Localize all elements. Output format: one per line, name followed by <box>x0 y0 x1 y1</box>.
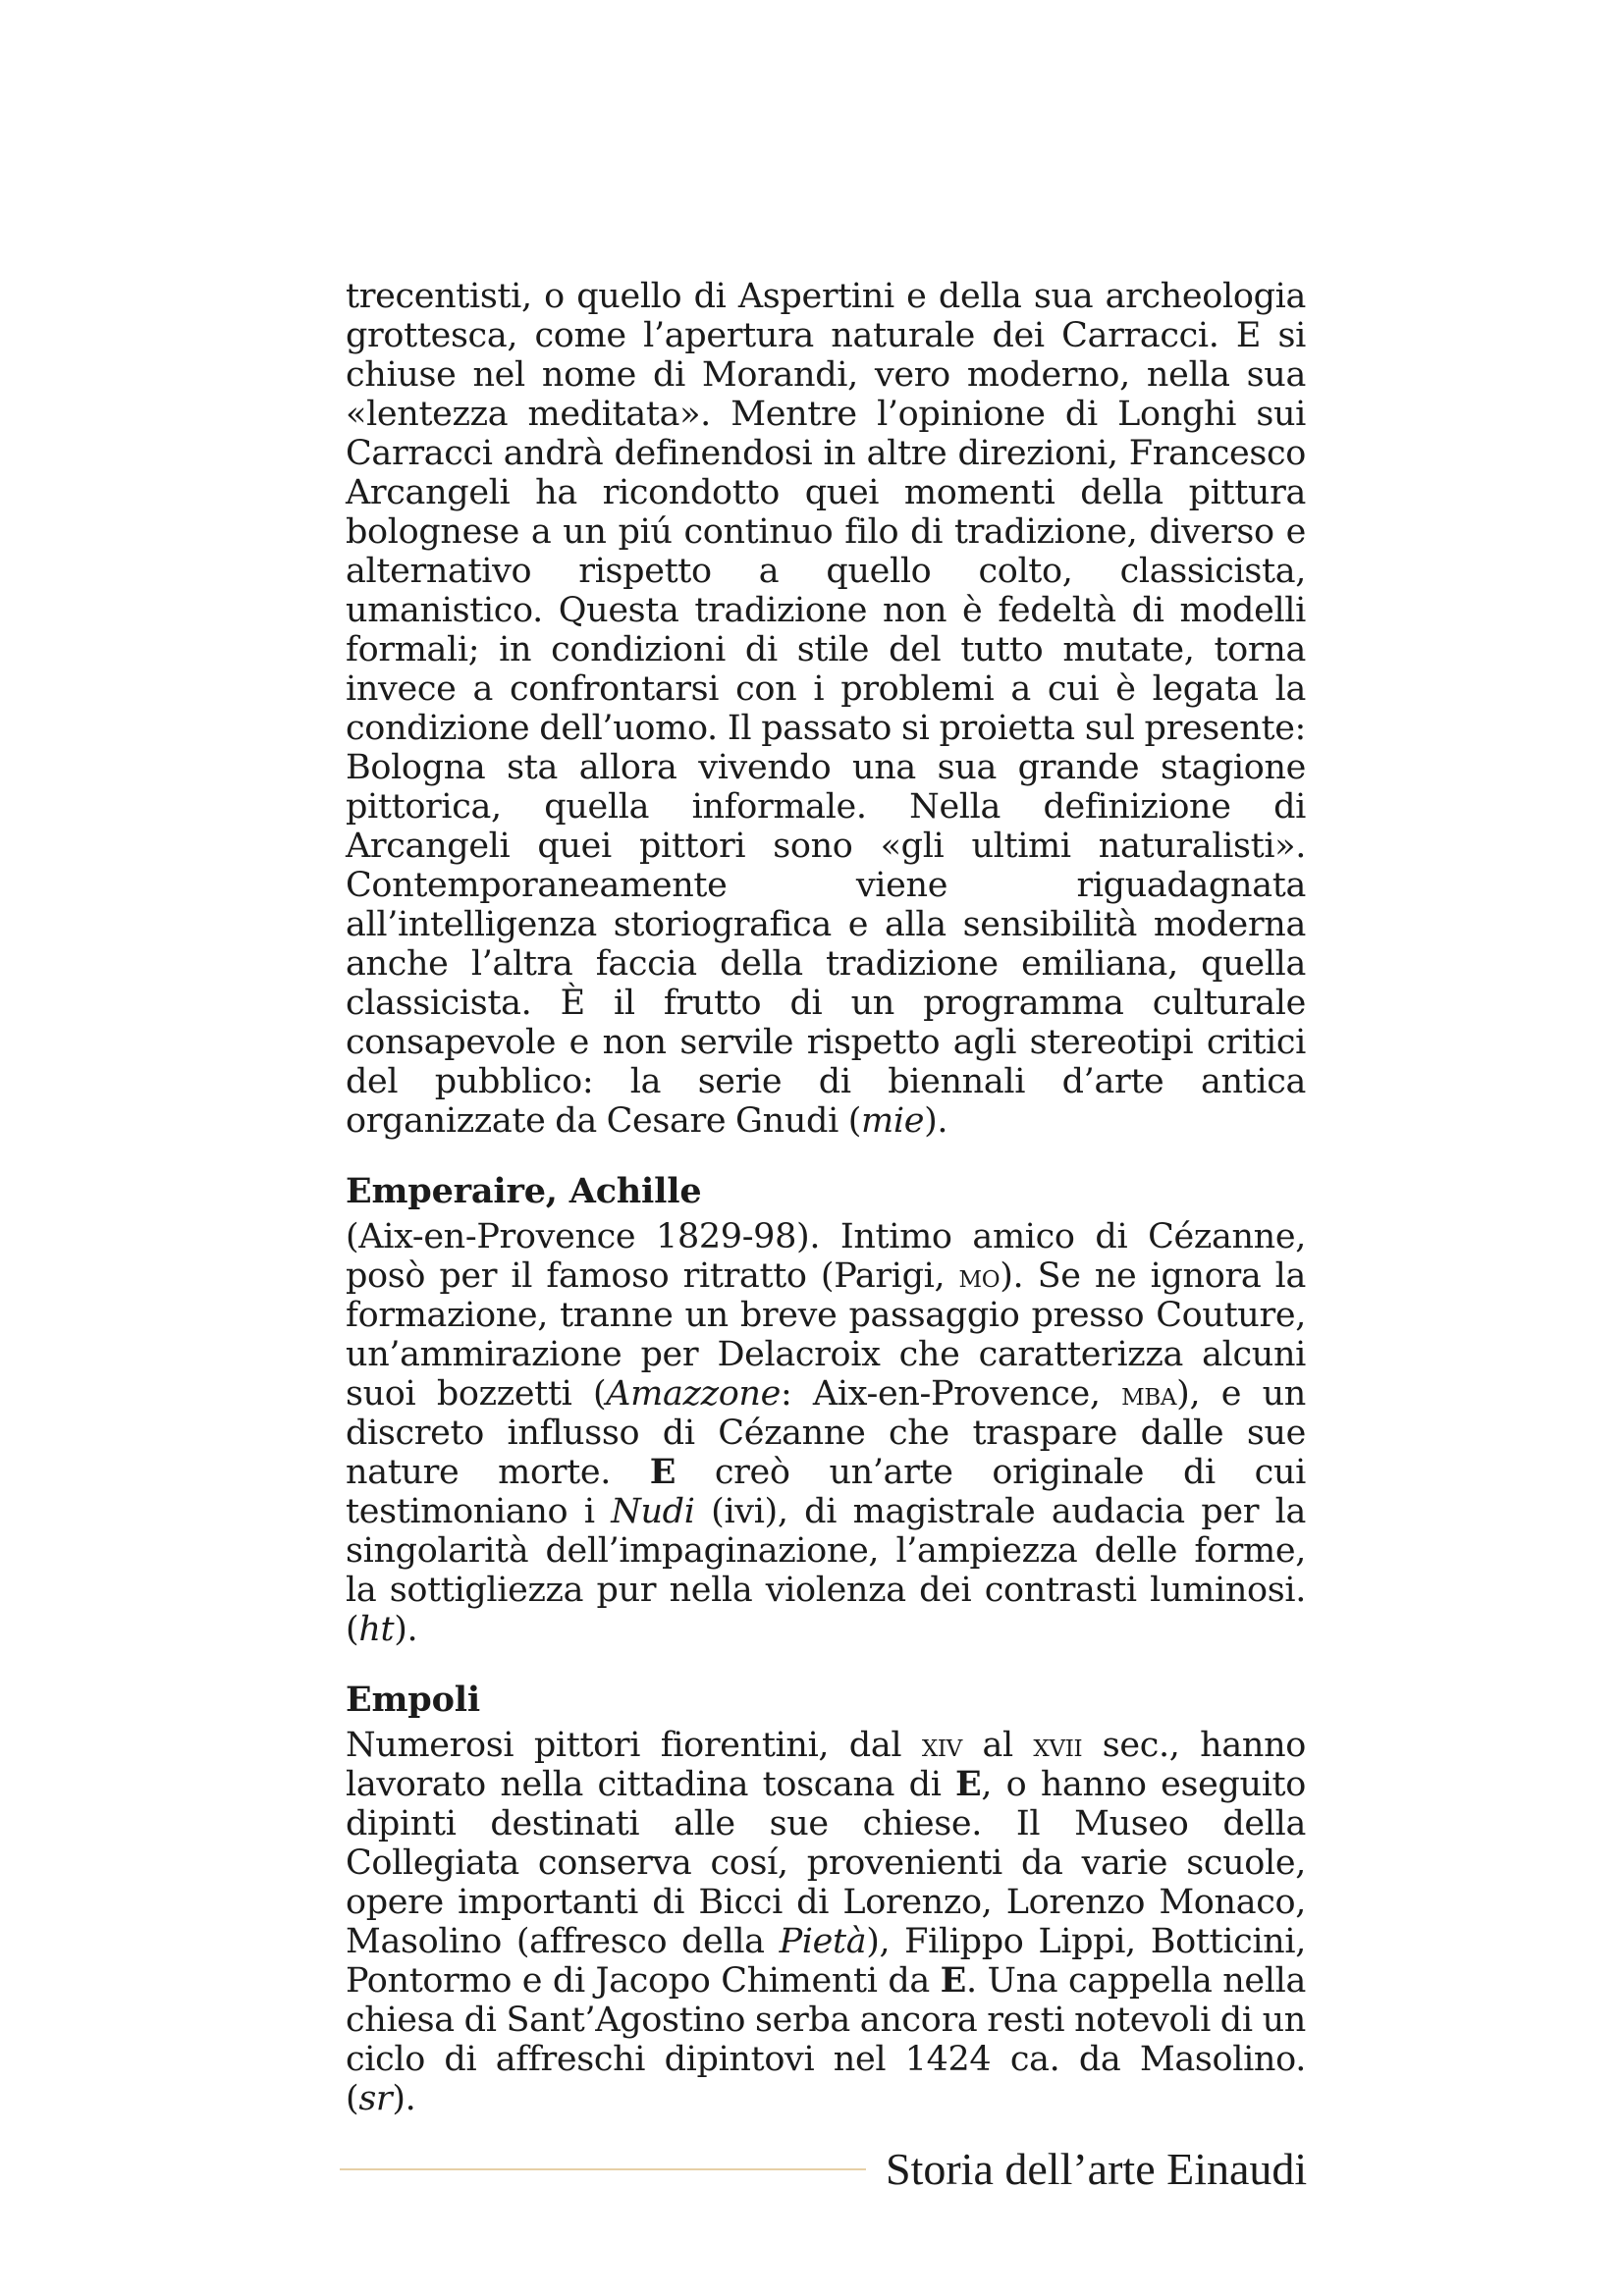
page-body <box>346 277 1306 2118</box>
author-initials: ht <box>358 1610 395 1649</box>
entry-text: (Aix-en-Provence 1829-98). Intimo amico di Cézanne, posò per il famoso ritratto (Parigi, <box>346 1217 1306 1296</box>
continuation-paragraph <box>346 277 1306 1141</box>
entry-text: ), Filippo Lippi, Botticini, Pontormo e di Jacopo Chimenti da <box>346 1922 1306 2001</box>
entry-text: al <box>961 1726 1034 1765</box>
headword-abbreviation: E <box>649 1452 676 1492</box>
footer-divider <box>340 2168 866 2170</box>
artwork-title: Pietà <box>779 1922 867 1961</box>
entry-text: Numerosi pittori fiorentini, dal <box>346 1726 922 1765</box>
continuation-text: trecentisti, o quello di Aspertini e della sua archeologia grottesca, come l’apertura naturale dei Carracci. E si chiuse nel nome di Morandi, vero moderno, nella sua «lentezza meditata». Mentre l’opinione di Longhi sui Carracci andrà definendosi in altre direzioni, Francesco Arcangeli ha ricondotto quei momenti della pittura bolognese a un piú continuo filo di tradizione, diverso e alternativo rispetto a quello colto, classicista, umanistico. Questa tradizione non è fedeltà di modelli formali; in condizioni di stile del tutto mutate, torna invece a confrontarsi con i problemi a cui è legata la condizione dell’uomo. Il passato si proietta sul presente: Bologna sta allora vivendo una sua grande stagione pittorica, quella informale. Nella definizione di Arcangeli quei pittori sono «gli ultimi naturalisti». Contemporaneamente viene riguadagnata all’intelligenza storiografica e alla sensibilità moderna anche l’altra faccia della tradizione emiliana, quella classicista. È il frutto di un programma culturale consapevole e non servile rispetto agli stereotipi critici del pubblico: la serie di biennali d’arte antica organizzate da Cesare Gnudi ( <box>346 277 1306 1141</box>
paragraph-end: ). <box>392 2079 416 2118</box>
footer-book-title: Storia dell’arte Einaudi <box>886 2144 1308 2194</box>
entry-title-empoli: Empoli <box>346 1680 480 1720</box>
museum-abbreviation: mo <box>958 1257 1001 1295</box>
entry-text: . Una cappella nella chiesa di Sant’Agostino serba ancora resti notevoli di un ciclo di affreschi dipintovi nel 1424 ca. da Masolino. ( <box>346 1961 1306 2118</box>
paragraph-end: ). <box>924 1101 948 1141</box>
entry-body-emperaire <box>346 1217 1306 1649</box>
artwork-title: Nudi <box>611 1492 695 1531</box>
artwork-title: Amazzone <box>606 1374 781 1414</box>
century-numeral: xiv <box>921 1727 962 1764</box>
entry-text: sec., hanno lavorato nella cittadina toscana di <box>346 1726 1306 1804</box>
author-initials: sr <box>358 2079 393 2118</box>
entry-text: (ivi), di magistrale audacia per la singolarità dell’impaginazione, l’ampiezza delle forme, la sottigliezza pur nella violenza dei contrasti luminosi. ( <box>346 1492 1306 1649</box>
entry-text: ). Se ne ignora la formazione, tranne un breve passaggio presso Couture, un’ammirazione per Delacroix che caratterizza alcuni suoi bozzetti ( <box>346 1256 1306 1414</box>
headword-abbreviation: E <box>940 1960 966 2001</box>
entry-text: , o hanno eseguito dipinti destinati alle sue chiese. Il Museo della Collegiata conserva cosí, provenienti da varie scuole, opere importanti di Bicci di Lorenzo, Lorenzo Monaco, Masolino (affresco della <box>346 1765 1306 1961</box>
century-numeral: xvii <box>1033 1727 1083 1764</box>
paragraph-end: ). <box>394 1610 418 1649</box>
entry-text: : Aix-en-Provence, <box>781 1374 1122 1414</box>
headword-abbreviation: E <box>955 1764 982 1804</box>
entry-text: creò un’arte originale di cui testimoniano i <box>346 1453 1306 1531</box>
author-initials: mie <box>861 1101 925 1141</box>
museum-abbreviation: mba <box>1121 1375 1177 1413</box>
entry-title-emperaire: Emperaire, Achille <box>346 1171 702 1211</box>
entry-body-empoli <box>346 1726 1306 2118</box>
entry-text: ), e un discreto influsso di Cézanne che traspare dalle sue nature morte. <box>346 1374 1306 1492</box>
